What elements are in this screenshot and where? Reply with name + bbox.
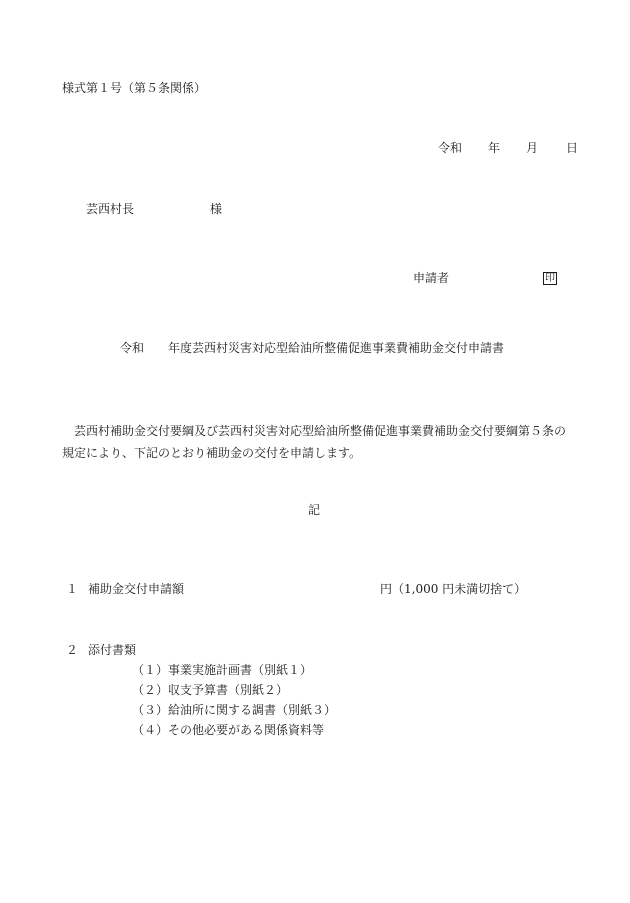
record-heading: 記 (308, 503, 321, 517)
body-paragraph: 芸西村補助金交付要綱及び芸西村災害対応型給油所整備促進事業費補助金交付要綱第５条の規定により、下記のとおり補助金の交付を申請します。 (62, 424, 567, 460)
list-item: （４）その他必要がある関係資料等 (132, 723, 325, 737)
addressee-line (86, 201, 222, 217)
title-text: 年度芸西村災害対応型給油所整備促進事業費補助金交付申請書 (168, 341, 505, 355)
applicant-label: 申請者 (413, 271, 450, 285)
list-item: （２）収支予算書（別紙２） (132, 683, 289, 697)
addressee-name: 芸西村長 (86, 202, 135, 216)
title-era: 令和 (120, 341, 145, 355)
list-item: （３）給油所に関する調書（別紙３） (132, 703, 337, 717)
applicant-line (413, 270, 557, 286)
attachments-list (132, 660, 336, 740)
date-era: 令和 (438, 141, 463, 155)
date-day: 日 (566, 141, 579, 155)
date-year: 年 (488, 141, 501, 155)
item1-value: 円（1,000 円未満切捨て） (380, 582, 527, 596)
item-attachments (66, 642, 136, 658)
date-month: 月 (526, 141, 539, 155)
seal-icon: 印 (545, 273, 555, 284)
item2-number: ２ (66, 643, 79, 657)
date-line (438, 140, 578, 156)
item1-number: １ (66, 582, 79, 596)
form-number: 様式第１号（第５条関係） (62, 81, 207, 95)
list-item: （１）事業実施計画書（別紙１） (132, 663, 313, 677)
addressee-honorific: 様 (210, 202, 223, 216)
item2-label: 添付書類 (88, 643, 137, 657)
document-title (120, 340, 504, 356)
item-application-amount (66, 581, 526, 597)
item1-label: 補助金交付申請額 (88, 582, 185, 596)
